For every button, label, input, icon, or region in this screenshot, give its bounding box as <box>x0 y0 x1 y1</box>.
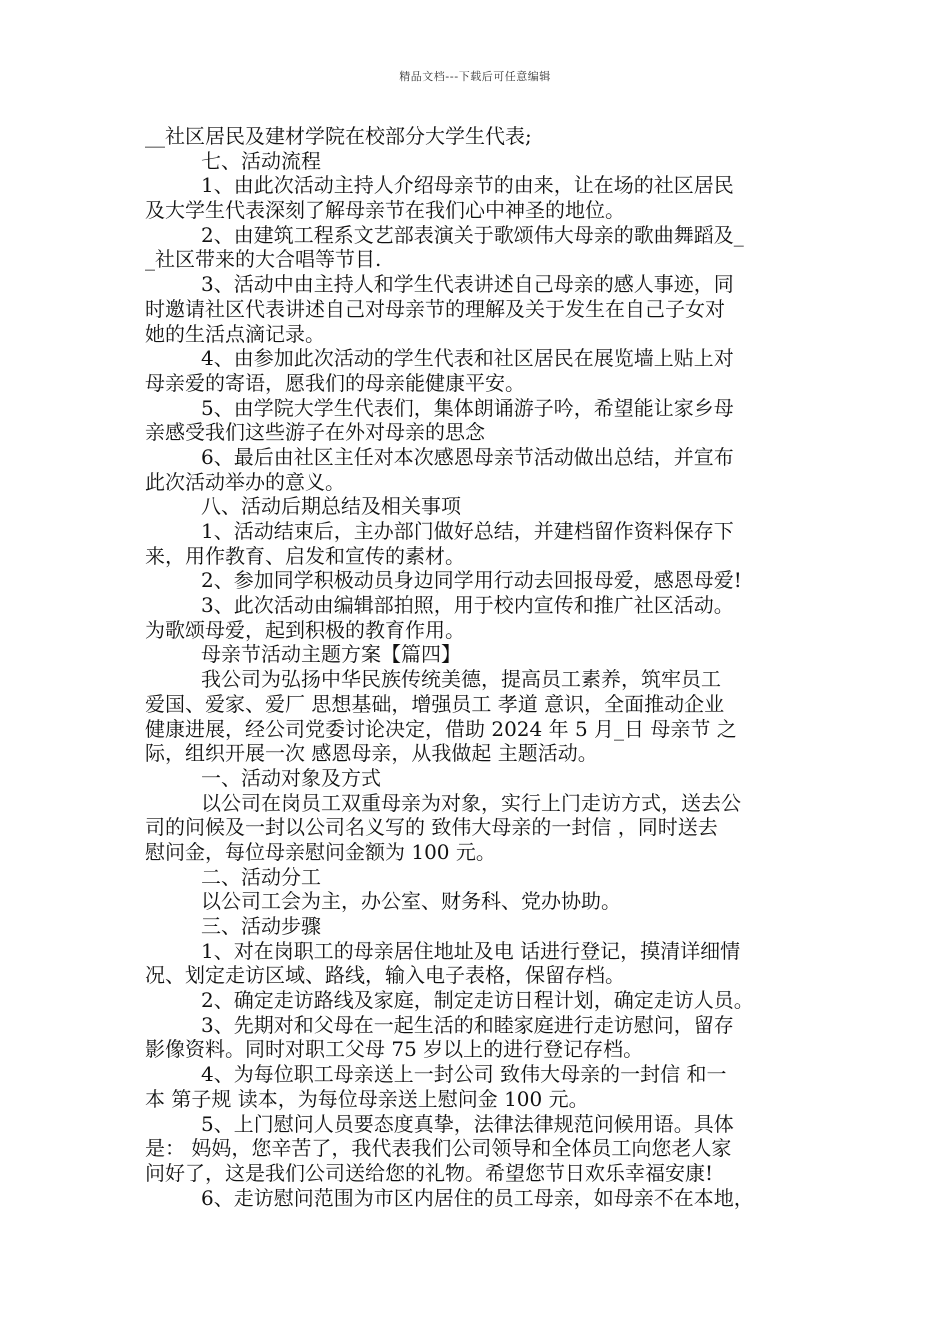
text-line: 影像资料。同时对职工父母 75 岁以上的进行登记存档。 <box>145 1037 644 1062</box>
text-line: _社区带来的大合唱等节目. <box>145 247 382 272</box>
text-line: 6、走访慰问范围为市区内居住的员工母亲，如母亲不在本地， <box>201 1185 754 1210</box>
text-line: 6、最后由社区主任对本次感恩母亲节活动做出总结，并宣布 <box>201 444 734 469</box>
text-line: 为歌颂母爱，起到积极的教育作用。 <box>145 617 465 642</box>
text-line: 1、活动结束后，主办部门做好总结，并建档留作资料保存下 <box>201 519 734 543</box>
text-line: 我公司为弘扬中华民族传统美德，提高员工素养，筑牢员工 <box>201 667 721 692</box>
text-line: 她的生活点滴记录。 <box>145 321 325 346</box>
text-line: 况、划定走访区域、路线，输入电子表格，保留存档。 <box>145 963 625 988</box>
text-line: 1、对在岗职工的母亲居住地址及电 话进行登记，摸清详细情 <box>201 938 741 963</box>
text-line: 2、参加同学积极动员身边同学用行动去回报母爱，感恩母爱! <box>201 568 742 593</box>
text-line: 及大学生代表深刻了解母亲节在我们心中神圣的地位。 <box>145 198 625 223</box>
section-heading: 一、活动对象及方式 <box>201 765 381 790</box>
text-line: 健康进展，经公司党委讨论决定，借助 2024 年 5 月_日 母亲节 之 <box>145 716 737 741</box>
text-line: 爱国、爱家、爱厂 思想基础，增强员工 孝道 意识，全面推动企业 <box>145 691 725 716</box>
section-heading: 八、活动后期总结及相关事项 <box>201 494 461 519</box>
text-line: 以公司工会为主，办公室、财务科、党办协助。 <box>201 889 621 914</box>
text-line: 3、此次活动由编辑部拍照，用于校内宣传和推广社区活动。 <box>201 593 734 618</box>
text-line: 3、先期对和父母在一起生活的和睦家庭进行走访慰问，留存 <box>201 1012 734 1037</box>
text-line: 是： 妈妈，您辛苦了，我代表我们公司领导和全体员工向您老人家 <box>145 1136 732 1161</box>
text-line: 时邀请社区代表讲述自己对母亲节的理解及关于发生在自己子女对 <box>145 296 725 321</box>
section-title: 母亲节活动主题方案【篇四】 <box>201 642 461 667</box>
document-body <box>145 124 820 1210</box>
text-line: 4、为每位职工母亲送上一封公司 致伟大母亲的一封信 和一 <box>201 1062 727 1087</box>
page-header: 精品文档---下载后可任意编辑 <box>399 70 551 83</box>
text-line: 1、由此次活动主持人介绍母亲节的由来，让在场的社区居民 <box>201 173 734 198</box>
section-heading: 三、活动步骤 <box>201 914 321 938</box>
text-line: 来，用作教育、启发和宣传的素材。 <box>145 543 465 568</box>
text-line: 5、上门慰问人员要态度真挚，法律法律规范问候用语。具体 <box>201 1111 734 1136</box>
text-line: 2、确定走访路线及家庭，制定走访日程计划，确定走访人员。 <box>201 988 754 1013</box>
section-heading: 二、活动分工 <box>201 864 321 889</box>
text-line: 司的问候及一封以公司名义写的 致伟大母亲的一封信 ，同时送去 <box>145 815 718 840</box>
text-line: 慰问金，每位母亲慰问金额为 100 元。 <box>145 839 496 864</box>
text-line: 此次活动举办的意义。 <box>145 469 345 494</box>
text-line: 5、由学院大学生代表们，集体朗诵游子吟，希望能让家乡母 <box>201 395 734 420</box>
text-line: 际，组织开展一次 感恩母亲，从我做起 主题活动。 <box>145 741 598 766</box>
text-line: 亲感受我们这些游子在外对母亲的思念 <box>145 420 485 445</box>
text-line: 本 第子规 读本，为每位母亲送上慰问金 100 元。 <box>145 1086 589 1111</box>
text-line: 母亲爱的寄语，愿我们的母亲能健康平安。 <box>145 370 525 395</box>
text-line: 3、活动中由主持人和学生代表讲述自己母亲的感人事迹，同 <box>201 272 734 297</box>
text-line: 以公司在岗员工双重母亲为对象，实行上门走访方式，送去公 <box>201 790 741 815</box>
text-line: 2、由建筑工程系文艺部表演关于歌颂伟大母亲的歌曲舞蹈及_ <box>201 222 744 247</box>
text-line: 问好了，这是我们公司送给您的礼物。希望您节日欢乐幸福安康! <box>145 1160 714 1185</box>
section-heading: 七、活动流程 <box>201 148 321 173</box>
text-line: __社区居民及建材学院在校部分大学生代表; <box>145 124 532 148</box>
text-line: 4、由参加此次活动的学生代表和社区居民在展览墙上贴上对 <box>201 346 734 371</box>
